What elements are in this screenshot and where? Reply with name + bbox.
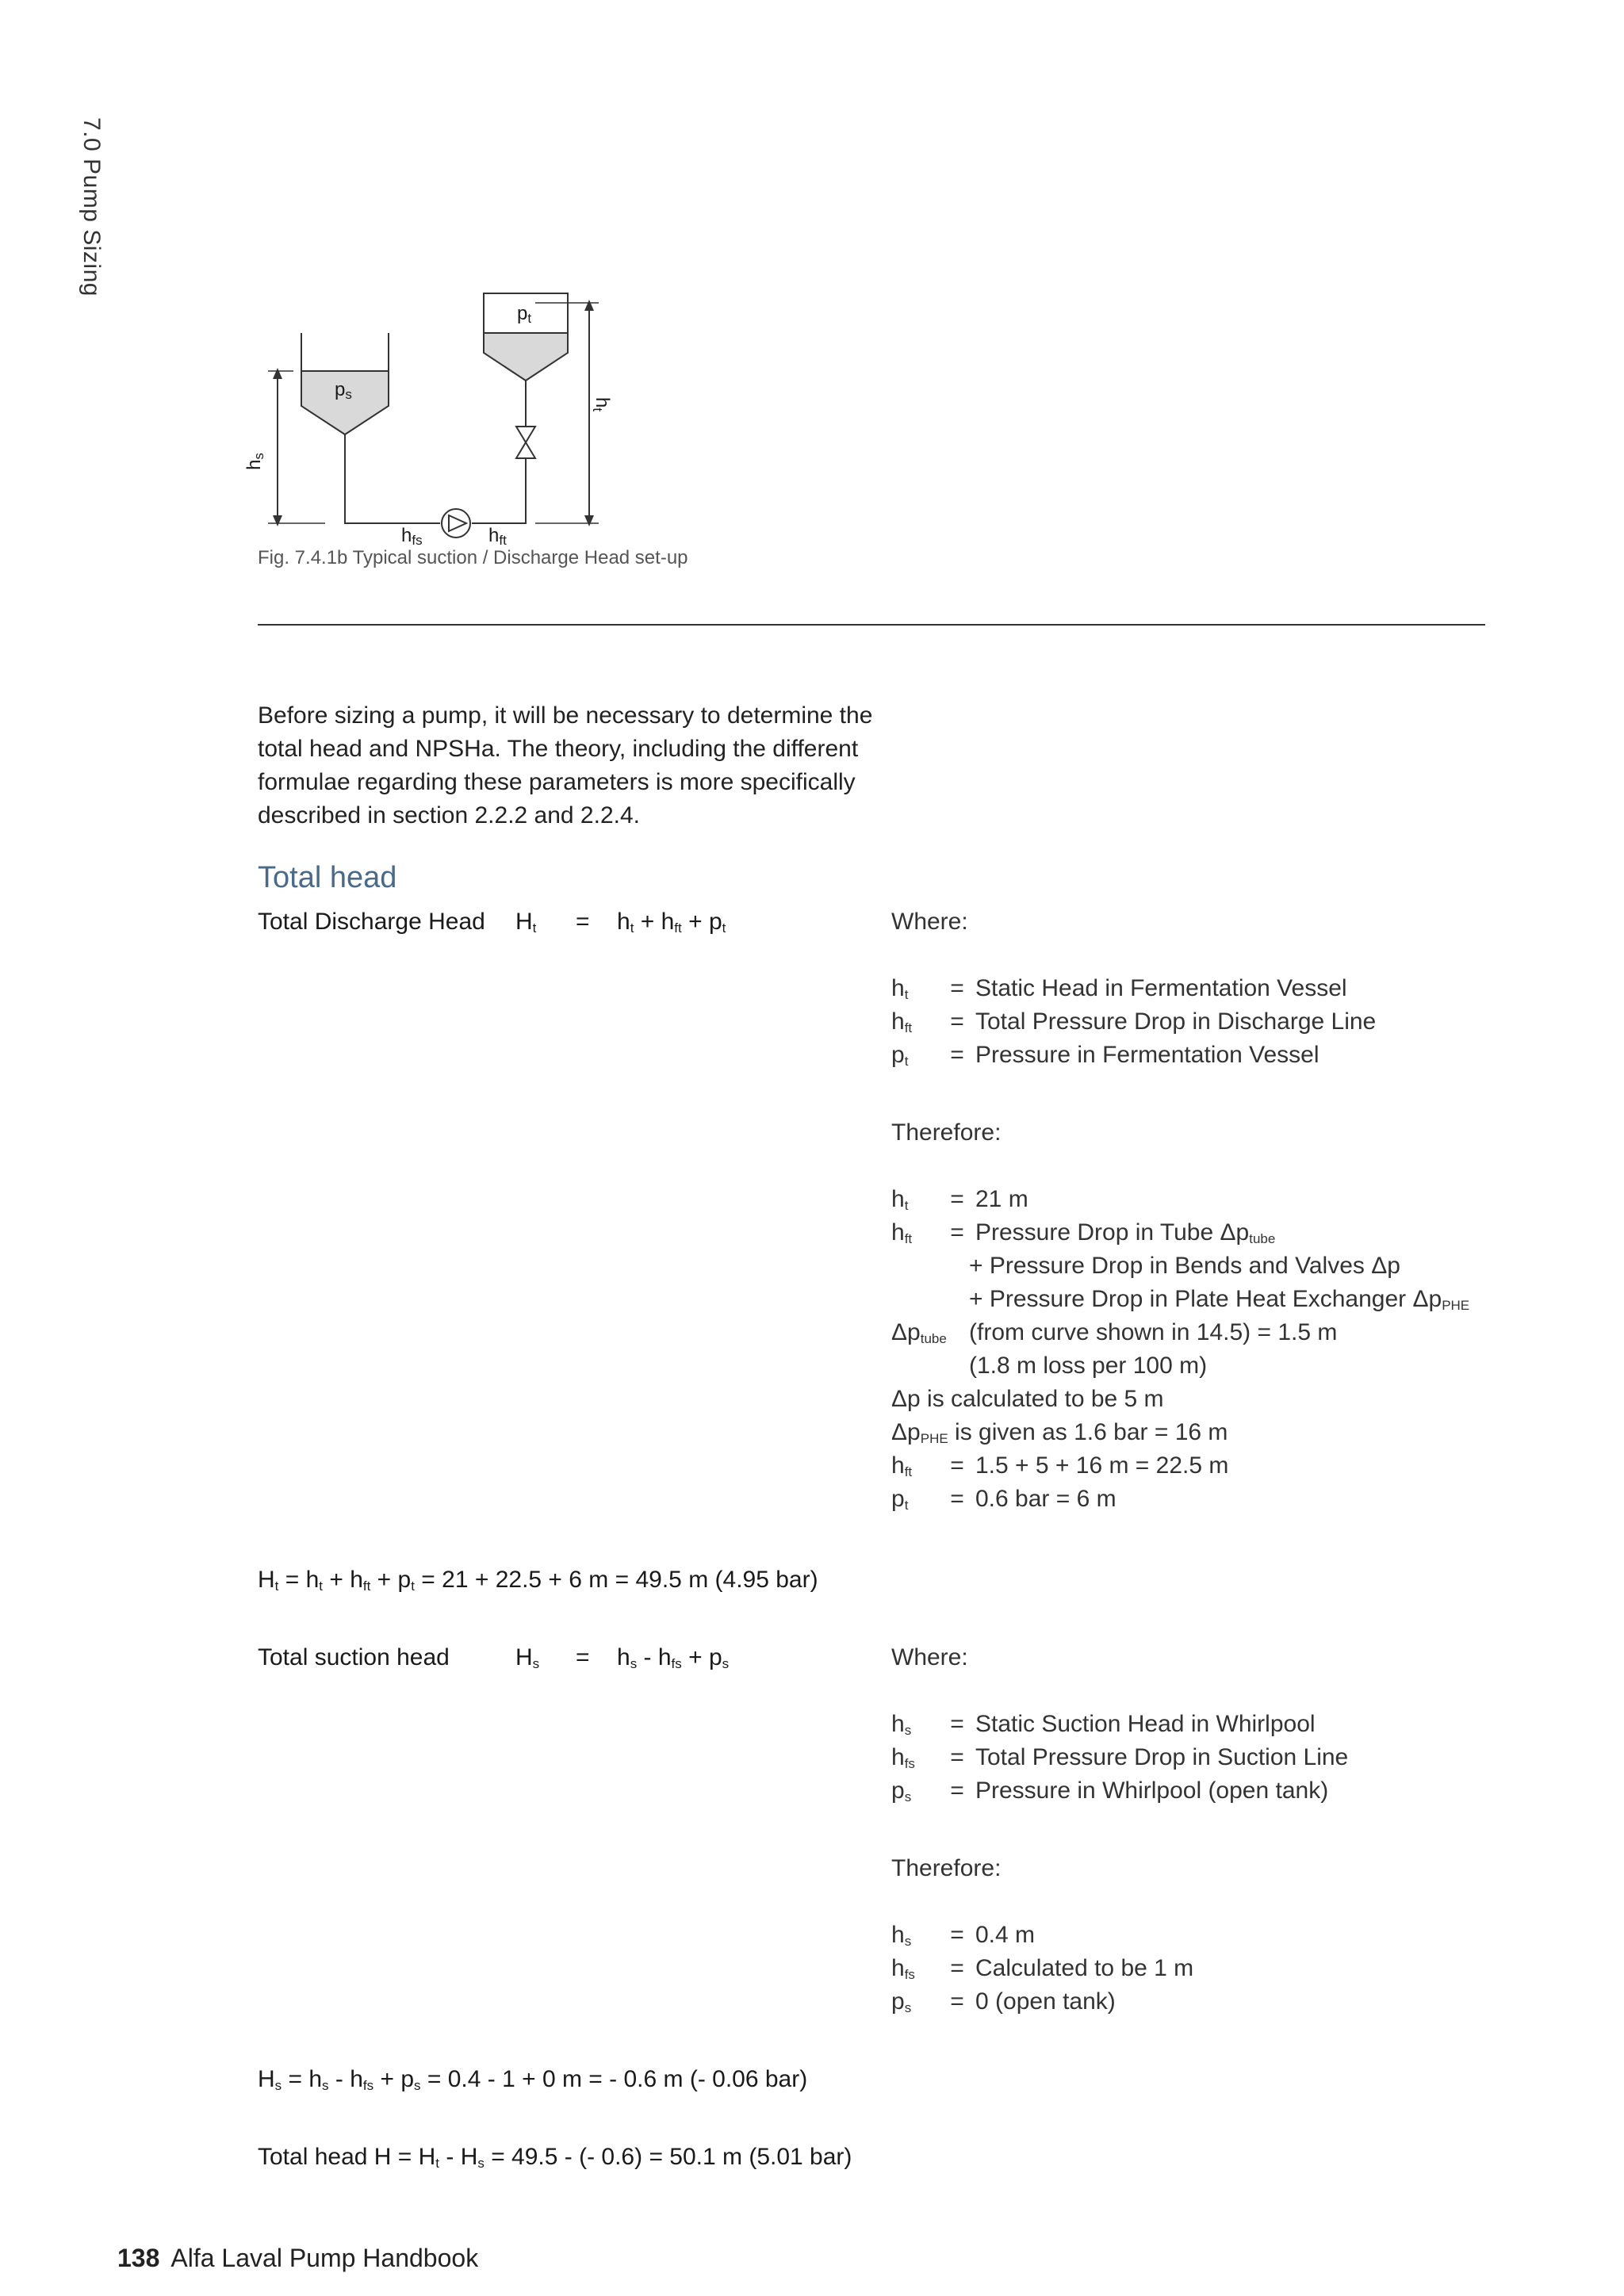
suction-def-hfs: $h_{fs}$ = Total Pressure Drop in Suction Line — [891, 1744, 1349, 1771]
valve-symbol — [516, 427, 535, 458]
intro-paragraph: Before sizing a pump, it will be necessary to determine the total head and NPSHa. The theory, including the different formulae regarding these parameters is more specifically described in section 2.2.2 and 2.2.4. — [258, 702, 873, 828]
label-ps: $p_s$ — [335, 379, 352, 402]
suction-where: Where: — [891, 1644, 968, 1670]
value-hs: $h_s = 0.4$ m — [891, 1922, 1036, 1949]
suction-rhs: $h_s - h_{fs} + p_s$ — [617, 1644, 730, 1671]
value-ps: $p_s = 0$ (open tank) — [891, 1988, 1116, 2015]
discharge-where: Where: — [891, 909, 968, 935]
value-dp-tube: $\Delta p_{tube}$ — [891, 1319, 947, 1346]
discharge-therefore: Therefore: — [891, 1119, 1002, 1146]
label-hs: $h_s$ — [243, 453, 266, 470]
value-pt: $p_t = 0.6$ bar = 6 m — [891, 1486, 1116, 1513]
discharge-rhs: $h_t + h_{ft} + p_t$ — [617, 909, 726, 936]
discharge-equals: = — [576, 909, 590, 935]
suction-equals: = — [576, 1644, 590, 1670]
value-dp-tube-text: (from curve shown in 14.5) = 1.5 m — [969, 1319, 1338, 1345]
value-hft-line2: + Pressure Drop in Bends and Valves Δp — [969, 1253, 1400, 1279]
value-hft-line3: + Pressure Drop in Plate Heat Exchanger $\Delta p_{PHE}$ — [969, 1286, 1470, 1313]
section-title: Total head — [258, 861, 397, 894]
label-hfs: $h_{fs}$ — [401, 525, 423, 548]
value-hfs: $h_{fs}$ = Calculated to be 1 m — [891, 1955, 1194, 1982]
value-dp-phe: $\Delta p_{PHE}$ is given as 1.6 bar = 16 m — [891, 1419, 1228, 1446]
label-ht: $h_t$ — [590, 396, 614, 412]
discharge-def-hft: $h_{ft}$ = Total Pressure Drop in Discharge Line — [891, 1008, 1377, 1035]
label-hft: $h_{ft}$ — [488, 525, 507, 548]
value-dp-tube-text2: (1.8 m loss per 100 m) — [969, 1353, 1208, 1379]
suction-result: $H_s = h_s - h_{fs} + p_s = 0.4 - 1 + 0$ m = - 0.6 m (- 0.06 bar) — [258, 2066, 808, 2093]
value-hft-line1: $h_{ft}$ = Pressure Drop in Tube $\Delta p_{tube}$ — [891, 1219, 1276, 1246]
discharge-def-ht: $h_t$ = Static Head in Fermentation Vessel — [891, 975, 1347, 1002]
value-ht: $h_t = 21$ m — [891, 1186, 1028, 1213]
suction-label: Total suction head — [258, 1644, 450, 1670]
discharge-def-pt: $p_t$ = Pressure in Fermentation Vessel — [891, 1042, 1320, 1069]
head-setup-diagram — [243, 238, 690, 555]
value-hft-total: $h_{ft} = 1.5 + 5 + 16$ m = 22.5 m — [891, 1452, 1229, 1479]
page-number: 138 — [117, 2244, 160, 2272]
chapter-label: 7.0 Pump Sizing — [79, 117, 105, 297]
suction-lhs: $H_s$ — [515, 1644, 540, 1671]
discharge-result: $H_t = h_t + h_{ft} + p_t = 21 + 22.5 + 6$ m = 49.5 m (4.95 bar) — [258, 1567, 818, 1594]
divider — [258, 624, 1485, 626]
suction-def-hs: $h_s$ = Static Suction Head in Whirlpool — [891, 1711, 1316, 1738]
discharge-line — [472, 381, 526, 523]
book-title: Alfa Laval Pump Handbook — [170, 2244, 479, 2272]
suction-therefore: Therefore: — [891, 1855, 1002, 1881]
value-dp: Δp is calculated to be 5 m — [891, 1386, 1164, 1412]
fermentation-vessel-liquid — [484, 333, 568, 381]
page-footer — [117, 2244, 478, 2273]
discharge-label: Total Discharge Head — [258, 909, 485, 935]
diagram-svg — [246, 238, 690, 555]
total-head-result: Total head $H = H_t - H_s = 49.5$ - (- 0.6) = 50.1 m (5.01 bar) — [258, 2144, 852, 2171]
suction-line — [345, 434, 440, 523]
figure-caption: Fig. 7.4.1b Typical suction / Discharge Head set-up — [258, 547, 688, 568]
discharge-lhs: $H_t$ — [515, 909, 537, 936]
suction-def-ps: $p_s$ = Pressure in Whirlpool (open tank) — [891, 1777, 1329, 1804]
label-pt: $p_t$ — [517, 303, 532, 326]
